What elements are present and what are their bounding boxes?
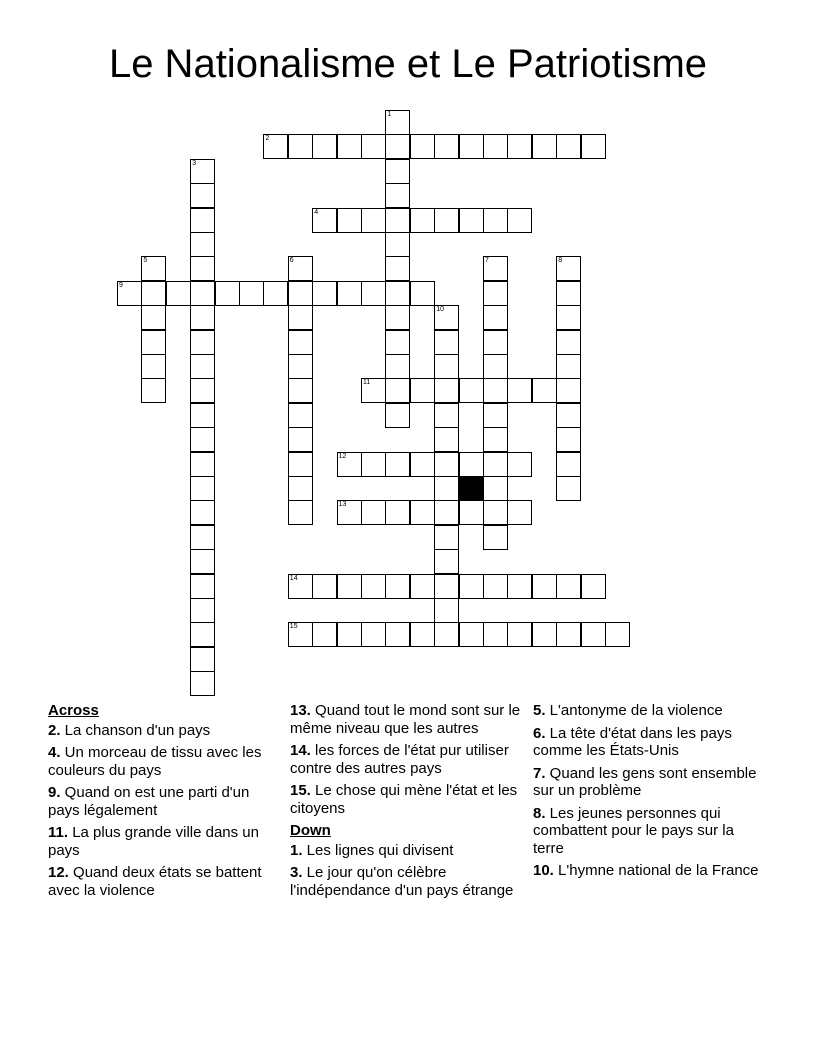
grid-cell[interactable]	[507, 452, 532, 477]
grid-cell[interactable]	[410, 134, 435, 159]
grid-cell[interactable]	[190, 256, 215, 281]
grid-cell[interactable]	[190, 403, 215, 428]
clue-text: La plus grande ville dans un pays	[48, 824, 259, 859]
grid-cell[interactable]	[556, 378, 581, 403]
grid-cell[interactable]	[190, 281, 215, 306]
grid-cell[interactable]	[581, 574, 606, 599]
grid-cell[interactable]	[483, 476, 508, 501]
grid-cell[interactable]	[141, 256, 166, 281]
grid-cell[interactable]	[605, 622, 630, 647]
clue-down-3	[290, 864, 525, 899]
grid-cell[interactable]	[263, 281, 288, 306]
grid-cell[interactable]	[385, 256, 410, 281]
grid-cell[interactable]	[483, 500, 508, 525]
grid-cell[interactable]	[556, 476, 581, 501]
grid-cell[interactable]	[483, 330, 508, 355]
clue-number-label: 4	[314, 208, 319, 216]
clue-text: Quand on est une parti d'un pays légalement	[48, 784, 250, 819]
grid-cell[interactable]	[385, 281, 410, 306]
grid-cell[interactable]	[459, 208, 484, 233]
clue-number: 5.	[533, 702, 546, 719]
clue-number: 3.	[290, 864, 303, 881]
clue-across-11	[48, 824, 273, 859]
clue-number: 15.	[290, 782, 311, 799]
grid-cell[interactable]	[361, 281, 386, 306]
grid-cell[interactable]	[141, 305, 166, 330]
clue-number-label: 5	[143, 257, 148, 265]
grid-cell[interactable]	[337, 134, 362, 159]
clue-number: 14.	[290, 742, 311, 759]
grid-cell[interactable]	[190, 647, 215, 672]
clue-number: 4.	[48, 744, 61, 761]
clue-across-13	[290, 702, 525, 737]
grid-cell[interactable]	[483, 574, 508, 599]
grid-cell[interactable]	[483, 378, 508, 403]
grid-cell[interactable]	[361, 622, 386, 647]
clues-column-1	[48, 702, 273, 904]
clue-text: La tête d'état dans les pays comme les États-Unis	[533, 724, 732, 759]
grid-cell[interactable]	[410, 500, 435, 525]
clue-text: Quand tout le mond sont sur le même niveau que les autres	[290, 702, 521, 737]
clue-text: L'hymne national de la France	[553, 862, 759, 879]
clues-column-2	[290, 702, 525, 904]
grid-cell[interactable]	[434, 208, 459, 233]
grid-cell[interactable]	[434, 354, 459, 379]
grid-cell[interactable]	[337, 452, 362, 477]
clue-number: 6.	[533, 724, 546, 742]
grid-cell[interactable]	[410, 452, 435, 477]
grid-cell[interactable]	[288, 281, 313, 306]
grid-cell[interactable]	[483, 525, 508, 550]
clue-text: Les lignes qui divisent	[302, 841, 454, 859]
grid-cell[interactable]	[117, 281, 142, 306]
grid-cell[interactable]	[190, 574, 215, 599]
clue-number-label: 1	[387, 111, 392, 118]
clue-number: 1.	[290, 841, 303, 859]
grid-cell[interactable]	[434, 525, 459, 550]
grid-cell[interactable]	[556, 330, 581, 355]
grid-cell[interactable]	[434, 378, 459, 403]
grid-cell[interactable]	[459, 500, 484, 525]
grid-cell[interactable]	[190, 622, 215, 647]
grid-cell[interactable]	[288, 574, 313, 599]
grid-cell[interactable]	[337, 500, 362, 525]
grid-cell[interactable]	[507, 208, 532, 233]
grid-cell[interactable]	[483, 134, 508, 159]
grid-cell[interactable]	[434, 574, 459, 599]
grid-cell[interactable]	[434, 622, 459, 647]
grid-cell[interactable]	[507, 622, 532, 647]
grid-cell[interactable]	[385, 208, 410, 233]
grid-cell[interactable]	[385, 500, 410, 525]
grid-cell[interactable]	[434, 452, 459, 477]
grid-cell[interactable]	[288, 403, 313, 428]
grid-cell[interactable]	[532, 574, 557, 599]
grid-cell[interactable]	[190, 671, 215, 696]
grid-cell[interactable]	[434, 476, 459, 501]
clue-number: 12.	[48, 864, 69, 881]
grid-cell[interactable]	[556, 305, 581, 330]
grid-cell[interactable]	[288, 500, 313, 525]
grid-cell[interactable]	[288, 256, 313, 281]
grid-cell[interactable]	[556, 354, 581, 379]
clue-number-label: 3	[192, 159, 197, 167]
grid-cell[interactable]	[434, 598, 459, 623]
grid-cell[interactable]	[483, 403, 508, 428]
grid-cell[interactable]	[459, 574, 484, 599]
grid-cell[interactable]	[410, 622, 435, 647]
grid-cell[interactable]	[190, 476, 215, 501]
grid-cell[interactable]	[215, 281, 240, 306]
grid-cell[interactable]	[434, 403, 459, 428]
grid-cell[interactable]	[385, 305, 410, 330]
clue-number: 11.	[48, 824, 69, 841]
grid-cell[interactable]	[288, 378, 313, 403]
grid-cell[interactable]	[312, 281, 337, 306]
grid-cell[interactable]	[385, 378, 410, 403]
grid-cell[interactable]	[190, 183, 215, 208]
grid-cell[interactable]	[507, 500, 532, 525]
grid-cell[interactable]	[337, 574, 362, 599]
grid-cell[interactable]	[581, 622, 606, 647]
grid-cell[interactable]	[190, 525, 215, 550]
grid-cell[interactable]	[385, 452, 410, 477]
grid-cell[interactable]	[556, 622, 581, 647]
grid-cell[interactable]	[288, 305, 313, 330]
grid-cell[interactable]	[312, 574, 337, 599]
grid-cell[interactable]	[434, 134, 459, 159]
grid-cell[interactable]	[434, 305, 459, 330]
grid-cell[interactable]	[483, 427, 508, 452]
clue-across-15	[290, 782, 525, 817]
clues-column-3	[533, 702, 763, 885]
grid-cell[interactable]	[190, 378, 215, 403]
grid-cell[interactable]	[141, 330, 166, 355]
clue-down-10	[533, 862, 763, 880]
grid-cell[interactable]	[434, 330, 459, 355]
grid-cell[interactable]	[556, 256, 581, 281]
grid-cell[interactable]	[581, 134, 606, 159]
grid-cell[interactable]	[483, 452, 508, 477]
grid-cell[interactable]	[190, 427, 215, 452]
clue-text: Quand les gens sont ensemble sur un problème	[533, 764, 757, 799]
grid-cell[interactable]	[385, 183, 410, 208]
grid-cell[interactable]	[507, 134, 532, 159]
clue-text: Le jour qu'on célèbre l'indépendance d'un pays étrange	[290, 864, 514, 899]
grid-cell[interactable]	[141, 378, 166, 403]
blocked-cell	[459, 476, 484, 501]
clue-number: 9.	[48, 784, 61, 801]
clue-number: 7.	[533, 764, 546, 782]
clue-text: Les jeunes personnes qui combattent pour le pays sur la terre	[533, 804, 734, 857]
grid-cell[interactable]	[385, 354, 410, 379]
grid-cell[interactable]	[312, 208, 337, 233]
clue-number-label: 10	[436, 306, 444, 314]
clue-text: les forces de l'état pur utiliser contre des autres pays	[290, 742, 509, 777]
grid-cell[interactable]	[483, 281, 508, 306]
grid-cell[interactable]	[337, 622, 362, 647]
grid-cell[interactable]	[190, 330, 215, 355]
grid-cell[interactable]	[483, 622, 508, 647]
grid-cell[interactable]	[239, 281, 264, 306]
grid-cell[interactable]	[410, 378, 435, 403]
grid-cell[interactable]	[361, 452, 386, 477]
grid-cell[interactable]	[507, 378, 532, 403]
clue-number-label: 9	[119, 281, 123, 289]
clue-number: 10.	[533, 862, 554, 879]
grid-cell[interactable]	[556, 403, 581, 428]
clue-number-label: 11	[363, 379, 371, 387]
grid-cell[interactable]	[459, 622, 484, 647]
grid-cell[interactable]	[459, 134, 484, 159]
grid-cell[interactable]	[410, 281, 435, 306]
clue-number-label: 6	[289, 257, 294, 265]
grid-cell[interactable]	[385, 622, 410, 647]
grid-cell[interactable]	[361, 574, 386, 599]
grid-cell[interactable]	[459, 378, 484, 403]
grid-cell[interactable]	[288, 427, 313, 452]
grid-cell[interactable]	[385, 159, 410, 184]
clue-text: Le chose qui mène l'état et les citoyens	[290, 782, 518, 817]
grid-cell[interactable]	[556, 134, 581, 159]
grid-cell[interactable]	[288, 452, 313, 477]
grid-cell[interactable]	[385, 574, 410, 599]
grid-cell[interactable]	[385, 134, 410, 159]
grid-cell[interactable]	[190, 305, 215, 330]
clue-text: Quand deux états se battent avec la violence	[48, 864, 262, 899]
grid-cell[interactable]	[361, 378, 386, 403]
clue-text: La chanson d'un pays	[60, 721, 211, 739]
grid-cell[interactable]	[288, 354, 313, 379]
clue-across-4	[48, 744, 273, 779]
clue-across-12	[48, 864, 273, 899]
grid-cell[interactable]	[385, 330, 410, 355]
down-heading: Down	[290, 822, 331, 839]
grid-cell[interactable]	[288, 134, 313, 159]
grid-cell[interactable]	[556, 427, 581, 452]
grid-cell[interactable]	[507, 574, 532, 599]
grid-cell[interactable]	[532, 378, 557, 403]
grid-cell[interactable]	[141, 354, 166, 379]
grid-cell[interactable]	[166, 281, 191, 306]
grid-cell[interactable]	[190, 208, 215, 233]
grid-cell[interactable]	[410, 208, 435, 233]
grid-cell[interactable]	[190, 549, 215, 574]
clue-across-2	[48, 722, 273, 740]
across-heading: Across	[48, 702, 99, 719]
clue-number-label: 13	[338, 501, 347, 509]
grid-cell[interactable]	[483, 256, 508, 281]
clue-down-7	[533, 765, 763, 800]
clue-text: Un morceau de tissu avec les couleurs du pays	[48, 744, 262, 779]
clue-number: 8.	[533, 804, 546, 822]
clue-across-9	[48, 784, 273, 819]
grid-cell[interactable]	[312, 134, 337, 159]
grid-cell[interactable]	[141, 281, 166, 306]
grid-cell[interactable]	[288, 476, 313, 501]
grid-cell[interactable]	[434, 427, 459, 452]
grid-cell[interactable]	[483, 208, 508, 233]
clue-number-label: 7	[485, 257, 489, 265]
grid-cell[interactable]	[556, 281, 581, 306]
grid-cell[interactable]	[337, 208, 362, 233]
grid-cell[interactable]	[263, 134, 288, 159]
grid-cell[interactable]	[361, 500, 386, 525]
clue-number-label: 14	[289, 574, 298, 582]
grid-cell[interactable]	[532, 622, 557, 647]
grid-cell[interactable]	[337, 281, 362, 306]
grid-cell[interactable]	[190, 598, 215, 623]
grid-cell[interactable]	[385, 232, 410, 257]
clue-down-5	[533, 702, 763, 720]
grid-cell[interactable]	[361, 208, 386, 233]
grid-cell[interactable]	[312, 622, 337, 647]
clue-number: 13.	[290, 702, 311, 719]
clue-number-label: 8	[558, 257, 563, 265]
clue-down-6	[533, 725, 763, 760]
grid-cell[interactable]	[385, 403, 410, 428]
clue-across-14	[290, 742, 525, 777]
clue-number-label: 2	[265, 135, 270, 143]
page-title: Le Nationalisme et Le Patriotisme	[108, 42, 708, 86]
grid-cell[interactable]	[361, 134, 386, 159]
grid-cell[interactable]	[483, 354, 508, 379]
clue-number: 2.	[48, 721, 61, 739]
grid-cell[interactable]	[483, 305, 508, 330]
grid-cell[interactable]	[410, 574, 435, 599]
grid-cell[interactable]	[459, 452, 484, 477]
clue-number-label: 12	[338, 452, 347, 460]
grid-cell[interactable]	[190, 354, 215, 379]
grid-cell[interactable]	[434, 549, 459, 574]
grid-cell[interactable]	[190, 452, 215, 477]
clue-down-1	[290, 842, 525, 860]
grid-cell[interactable]	[556, 452, 581, 477]
clue-text: L'antonyme de la violence	[545, 702, 723, 719]
grid-cell[interactable]	[532, 134, 557, 159]
clue-down-8	[533, 805, 763, 858]
grid-cell[interactable]	[288, 330, 313, 355]
grid-cell[interactable]	[190, 159, 215, 184]
grid-cell[interactable]	[434, 500, 459, 525]
grid-cell[interactable]	[190, 500, 215, 525]
grid-cell[interactable]	[288, 622, 313, 647]
grid-cell[interactable]	[385, 110, 410, 135]
grid-cell[interactable]	[190, 232, 215, 257]
grid-cell[interactable]	[556, 574, 581, 599]
clue-number-label: 15	[289, 623, 298, 631]
